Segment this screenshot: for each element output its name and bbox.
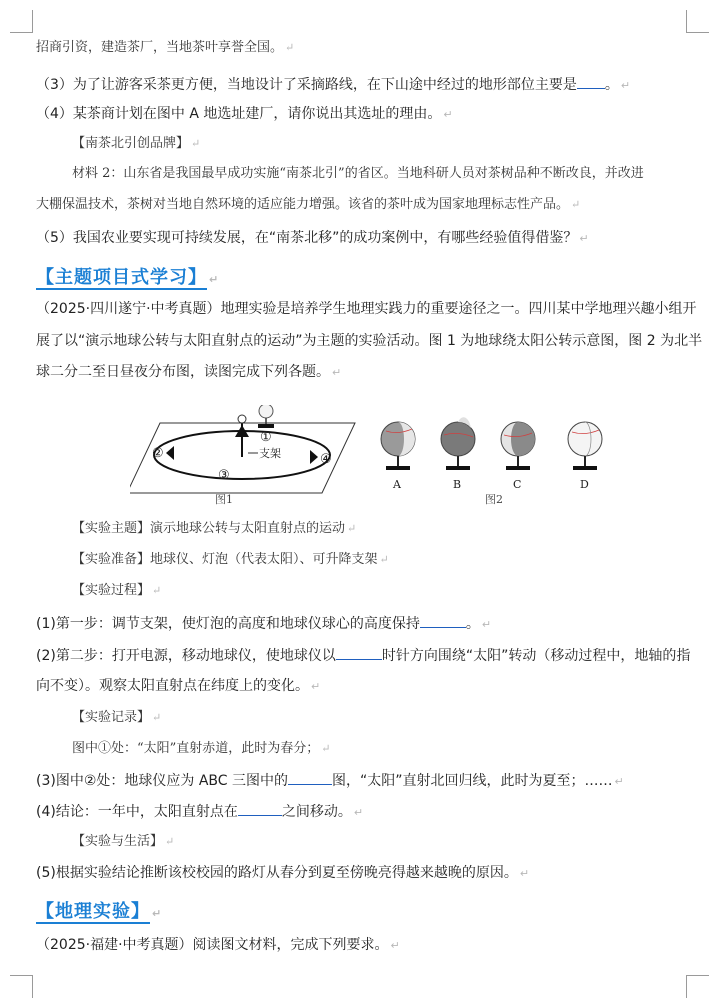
experiment-process: 【实验过程】 ↵ xyxy=(72,583,162,598)
experiment-record: 【实验记录】 ↵ xyxy=(72,710,162,725)
experiment-preparation: 【实验准备】地球仪、灯泡（代表太阳）、可升降支架 ↵ xyxy=(72,552,389,567)
step-2-line1: (2)第二步：打开电源，移动地球仪，使地球仪以 时针方向围绕“太阳”转动（移动过程中，地轴的指 xyxy=(36,645,694,666)
figure-2-caption: 图2 xyxy=(485,493,503,506)
section-title-project: 【主题项目式学习】 ↵ xyxy=(36,267,220,288)
globe-D xyxy=(568,422,602,491)
section-heading-brand: 【南茶北引创品牌】 ↵ xyxy=(72,136,201,151)
svg-text:C: C xyxy=(513,478,522,491)
answer-blank[interactable] xyxy=(420,613,466,628)
question-5: （5）我国农业要实现可持续发展，在“南茶北移”的成功案例中，有哪些经验值得借鉴？ ↵ xyxy=(36,230,589,246)
small-globe xyxy=(259,405,273,418)
question-3: （3）为了让游客采茶更方便，当地设计了采摘路线，在下山途中经过的地形部位主要是 。 ↵ xyxy=(36,74,694,96)
globe-A xyxy=(381,422,415,491)
step-1: (1)第一步：调节支架，使灯泡的高度和地球仪球心的高度保持 。 ↵ xyxy=(36,613,694,635)
crop-mark-bottom-left xyxy=(10,975,33,998)
experiment-life: 【实验与生活】 ↵ xyxy=(72,834,175,849)
fujian-intro: （2025·福建·中考真题）阅读图文材料，完成下列要求。 ↵ xyxy=(36,937,400,953)
orbit-arrow-left xyxy=(166,446,174,460)
globe-B xyxy=(441,417,475,491)
material-2-line2: 大棚保温技术，茶树对当地自然环境的适应能力增强。该省的茶叶成为国家地理标志性产品。 ↵ xyxy=(36,197,581,212)
crop-mark-top-left xyxy=(10,10,33,33)
figure-svg xyxy=(130,405,620,510)
crop-mark-top-right xyxy=(686,10,709,33)
experiment-topic: 【实验主题】演示地球公转与太阳直射点的运动 ↵ xyxy=(72,521,357,536)
orbit-arrow-right xyxy=(310,450,318,464)
figure-1-caption: 图1 xyxy=(215,493,233,506)
step-2-line2: 向不变）。观察太阳直射点在纬度上的变化。 ↵ xyxy=(36,678,321,694)
intro-line2: 展了以“演示地球公转与太阳直射点的运动”为主题的实验活动。图 1 为地球绕太阳公转示意图，图 2 为北半 xyxy=(36,333,703,349)
svg-text:D: D xyxy=(580,478,589,491)
svg-text:B: B xyxy=(453,478,462,491)
globe-C xyxy=(501,422,535,491)
step-3: (3)图中②处：地球仪应为 ABC 三图中的 图，“太阳”直射北回归线，此时为夏至；…… ↵ xyxy=(36,770,694,792)
material-2-line1: 材料 2：山东省是我国最早成功实施“南茶北引”的省区。当地科研人员对茶树品种不断改良，并改进 xyxy=(72,166,644,181)
stand-label: 支架 xyxy=(259,447,281,460)
answer-blank[interactable] xyxy=(336,645,382,660)
step-4: (4)结论：一年中，太阳直射点在 之间移动。 ↵ xyxy=(36,801,694,823)
answer-blank[interactable] xyxy=(288,770,332,785)
position-3: ③ xyxy=(218,468,230,483)
svg-text:A: A xyxy=(393,478,401,491)
answer-blank[interactable] xyxy=(238,801,282,816)
text-line: 招商引资，建造茶厂，当地茶叶享誉全国。 ↵ xyxy=(36,40,295,55)
crop-mark-bottom-right xyxy=(686,975,709,998)
position-2: ② xyxy=(152,446,164,461)
lamp-bulb xyxy=(238,415,246,423)
section-title-experiment: 【地理实验】 ↵ xyxy=(36,901,163,922)
answer-blank[interactable] xyxy=(577,74,605,89)
intro-line3: 球二分二至日昼夜分布图，读图完成下列各题。 ↵ xyxy=(36,364,342,380)
intro-line1: （2025·四川遂宁·中考真题）地理实验是培养学生地理实践力的重要途径之一。四川某中学地理兴趣小组开 xyxy=(36,301,697,317)
record-1: 图中①处：“太阳”直射赤道，此时为春分； ↵ xyxy=(72,741,331,756)
position-1: ① xyxy=(260,430,272,445)
question-4: （4）某茶商计划在图中 A 地选址建厂，请你说出其选址的理由。 ↵ xyxy=(36,106,453,122)
position-4: ④ xyxy=(320,452,332,467)
experiment-figure xyxy=(130,405,620,514)
step-5: (5)根据实验结论推断该校校园的路灯从春分到夏至傍晚亮得越来越晚的原因。 ↵ xyxy=(36,865,530,881)
